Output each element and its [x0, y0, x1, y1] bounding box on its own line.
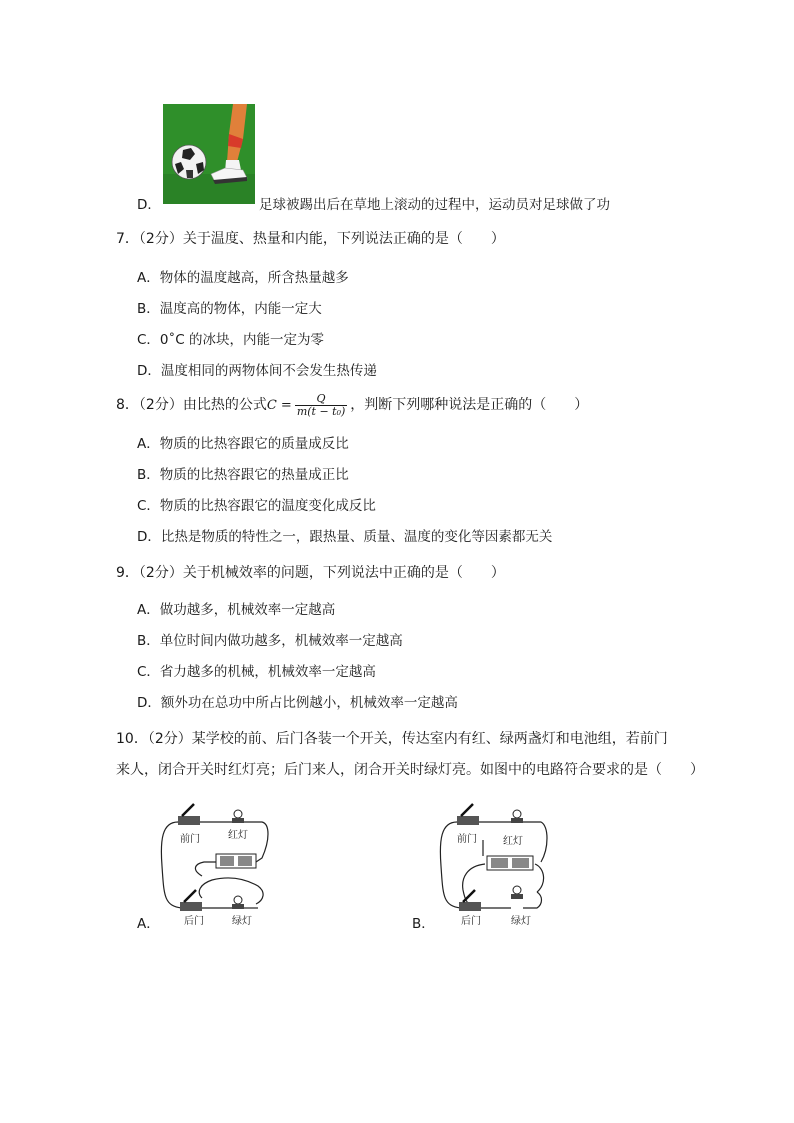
circuit-b — [437, 800, 557, 934]
q8-formula-denominator: m(t − t₀) — [296, 404, 346, 418]
circuit-a-front-door-label: 前门 — [180, 834, 200, 845]
q8-formula-lhs: C = — [266, 398, 292, 413]
circuit-b-red-light-label: 红灯 — [503, 836, 523, 847]
q9-option-a: A．做功越多，机械效率一定越高 — [137, 602, 336, 618]
circuit-a-diagram — [158, 800, 278, 930]
q7-option-d: D．温度相同的两物体间不会发生热传递 — [137, 363, 377, 379]
q7-option-b: B．温度高的物体，内能一定大 — [137, 301, 322, 317]
q10-stem-line2: 来人，闭合开关时红灯亮；后门来人，闭合开关时绿灯亮。如图中的电路符合要求的是（ ） — [116, 762, 704, 778]
soccer-kick-image — [163, 104, 255, 204]
q8-stem-suffix: ，判断下列哪种说法是正确的（ ） — [350, 397, 589, 413]
circuit-a — [158, 800, 278, 934]
circuit-b-letter: B． — [412, 916, 435, 932]
circuit-b-diagram — [437, 800, 557, 930]
circuit-b-green-light-label: 绿灯 — [511, 916, 531, 927]
q8-formula-fraction — [295, 393, 347, 418]
q7-stem: 7．（2分）关于温度、热量和内能，下列说法正确的是（ ） — [116, 231, 505, 247]
q8-option-d: D．比热是物质的特性之一，跟热量、质量、温度的变化等因素都无关 — [137, 529, 553, 545]
q9-option-c: C．省力越多的机械，机械效率一定越高 — [137, 664, 376, 680]
q7-option-a: A．物体的温度越高，所含热量越多 — [137, 270, 349, 286]
q8-option-b: B．物质的比热容跟它的热量成正比 — [137, 467, 349, 483]
circuit-a-letter: A． — [137, 916, 160, 932]
circuit-a-back-door-label: 后门 — [184, 916, 204, 927]
circuit-a-green-light-label: 绿灯 — [232, 916, 252, 927]
q6-option-d-text: 足球被踢出后在草地上滚动的过程中，运动员对足球做了功 — [259, 197, 610, 213]
circuit-a-red-light-label: 红灯 — [228, 830, 248, 841]
q10-stem-line1: 10．（2分）某学校的前、后门各装一个开关，传达室内有红、绿两盏灯和电池组，若前门 — [116, 731, 668, 747]
q9-option-b: B．单位时间内做功越多，机械效率一定越高 — [137, 633, 403, 649]
q8-stem-prefix: 8．（2分）由比热的公式 — [116, 397, 267, 413]
q7-option-c: C．0˚C 的冰块，内能一定为零 — [137, 332, 324, 348]
q8-formula-numerator: Q — [295, 393, 347, 406]
q6-option-d-letter: D． — [137, 197, 161, 213]
q9-stem: 9．（2分）关于机械效率的问题，下列说法中正确的是（ ） — [116, 565, 505, 581]
q8-option-c: C．物质的比热容跟它的温度变化成反比 — [137, 498, 376, 514]
circuit-b-back-door-label: 后门 — [461, 916, 481, 927]
q9-option-d: D．额外功在总功中所占比例越小，机械效率一定越高 — [137, 695, 458, 711]
q8-option-a: A．物质的比热容跟它的质量成反比 — [137, 436, 349, 452]
soccer-kick-illustration — [163, 104, 255, 204]
q8-stem — [116, 391, 588, 420]
circuit-b-front-door-label: 前门 — [457, 834, 477, 845]
